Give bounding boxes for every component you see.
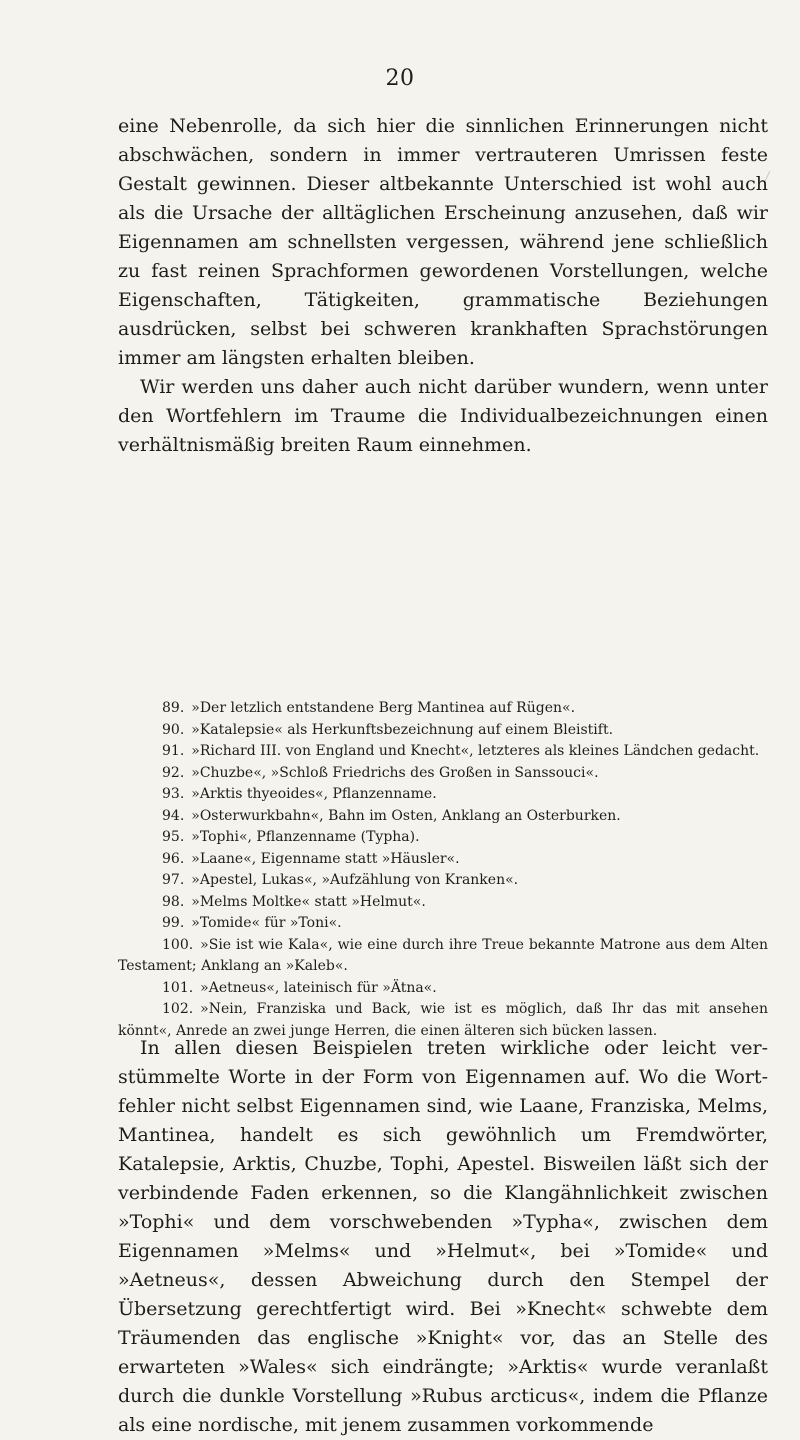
closing-text bbox=[118, 1034, 768, 1440]
note-text: »Der letzlich entstandene Berg Mantinea auf Rügen«. bbox=[191, 700, 576, 716]
note-number: 95. bbox=[162, 829, 185, 845]
note-text: »Sie ist wie Kala«, wie eine durch ihre Treue bekannte Matrone aus dem Alten Testament; Anklang an »Kaleb«. bbox=[118, 936, 768, 974]
note-text: »Nein, Franziska und Back, wie ist es möglich, daß Ihr das mit ansehen könnt«, Anrede an zwei junge Herren, die einen älteren sich bücken lassen. bbox=[118, 1001, 768, 1039]
note-item bbox=[118, 741, 768, 763]
closing-paragraph: In allen diesen Beispielen treten wirkliche oder leicht verstümmelte Worte in der Form von Eigennamen auf. Wo die Wortfehler nicht selbst Eigennamen sind, wie Laane, Franziska, Melms, Mantinea, handelt es sich gewöhnlich um Fremdwörter, Katalepsie, Arktis, Chuzbe, Tophi, Apestel. Bisweilen läßt sich der verbindende Faden erkennen, so die Klangähnlichkeit zwischen »Tophi« und dem vorschwebenden »Typha«, zwischen dem Eigennamen »Melms« und »Helmut«, bei »Tomide« und »Aetneus«, dessen Abweichung durch den Stempel der Übersetzung gerechtfertigt wird. Bei »Knecht« schwebte dem Träumenden das englische »Knight« vor, das an Stelle des erwarteten »Wales« sich eindrängte; »Arktis« wurde veranlaßt durch die dunkle Vorstellung »Rubus arcticus«, indem die Pflanze als eine nordische, mit jenem zusammen vorkommende bbox=[118, 1037, 768, 1436]
note-item bbox=[118, 870, 768, 892]
note-item bbox=[118, 784, 768, 806]
note-text: »Tomide« für »Toni«. bbox=[191, 915, 342, 931]
note-text: »Richard III. von England und Knecht«, letzteres als kleines Ländchen gedacht. bbox=[191, 743, 760, 759]
page-number: 20 bbox=[385, 66, 415, 91]
note-item bbox=[118, 827, 768, 849]
note-text: »Osterwurkbahn«, Bahn im Osten, Anklang an Osterburken. bbox=[191, 807, 621, 824]
note-item bbox=[118, 763, 768, 785]
note-item bbox=[118, 806, 768, 828]
note-number: 101. bbox=[162, 979, 194, 996]
note-text: »Chuzbe«, »Schloß Friedrichs des Großen in Sanssouci«. bbox=[191, 764, 599, 781]
note-text: »Tophi«, Pflanzenname (Typha). bbox=[191, 829, 420, 845]
note-text: »Arktis thyeoides«, Pflanzenname. bbox=[191, 786, 437, 802]
intro-paragraph-2: Wir werden uns daher auch nicht darüber wundern, wenn unter den Wortfehlern im Traume die Individualbezeichnungen einen verhältnismäßig breiten Raum einnehmen. bbox=[118, 376, 768, 456]
note-item bbox=[118, 720, 768, 742]
note-number: 99. bbox=[162, 915, 185, 931]
note-text: »Apestel, Lukas«, »Aufzählung von Kranken«. bbox=[191, 872, 519, 888]
note-number: 91. bbox=[162, 743, 185, 759]
note-number: 98. bbox=[162, 893, 185, 910]
note-item bbox=[118, 849, 768, 871]
note-text: »Katalepsie« als Herkunftsbezeichnung auf einem Bleistift. bbox=[191, 721, 614, 738]
note-number: 92. bbox=[162, 764, 185, 781]
note-item bbox=[118, 978, 768, 1000]
note-item bbox=[118, 892, 768, 914]
example-notes bbox=[118, 698, 768, 1042]
note-number: 93. bbox=[162, 786, 185, 802]
note-text: »Aetneus«, lateinisch für »Ätna«. bbox=[200, 979, 437, 996]
note-item bbox=[118, 935, 768, 978]
note-text: »Melms Moltke« statt »Helmut«. bbox=[191, 893, 426, 910]
note-number: 100. bbox=[162, 936, 194, 953]
note-item bbox=[118, 698, 768, 720]
note-number: 96. bbox=[162, 850, 185, 867]
note-number: 94. bbox=[162, 807, 185, 824]
note-number: 89. bbox=[162, 700, 185, 716]
intro-paragraph-1: eine Nebenrolle, da sich hier die sinnlichen Erinnerungen nicht abschwächen, sondern in immer vertrauteren Umrissen feste Gestalt gewinnen. Dieser altbekannte Unterschied ist wohl auch als die Ursache der alltäglichen Erscheinung anzusehen, daß wir Eigennamen am schnellsten vergessen, während jene schließlich zu fast reinen Sprachformen gewordenen Vorstellungen, welche Eigenschaften, Tätigkeiten, grammatische Beziehungen ausdrücken, selbst bei schweren krankhaften Sprachstörungen immer am längsten erhalten bleiben. bbox=[118, 115, 768, 369]
note-text: »Laane«, Eigenname statt »Häusler«. bbox=[191, 850, 460, 867]
note-number: 102. bbox=[162, 1001, 194, 1017]
note-number: 97. bbox=[162, 872, 185, 888]
intro-text bbox=[118, 112, 768, 460]
note-number: 90. bbox=[162, 721, 185, 738]
note-item bbox=[118, 913, 768, 935]
